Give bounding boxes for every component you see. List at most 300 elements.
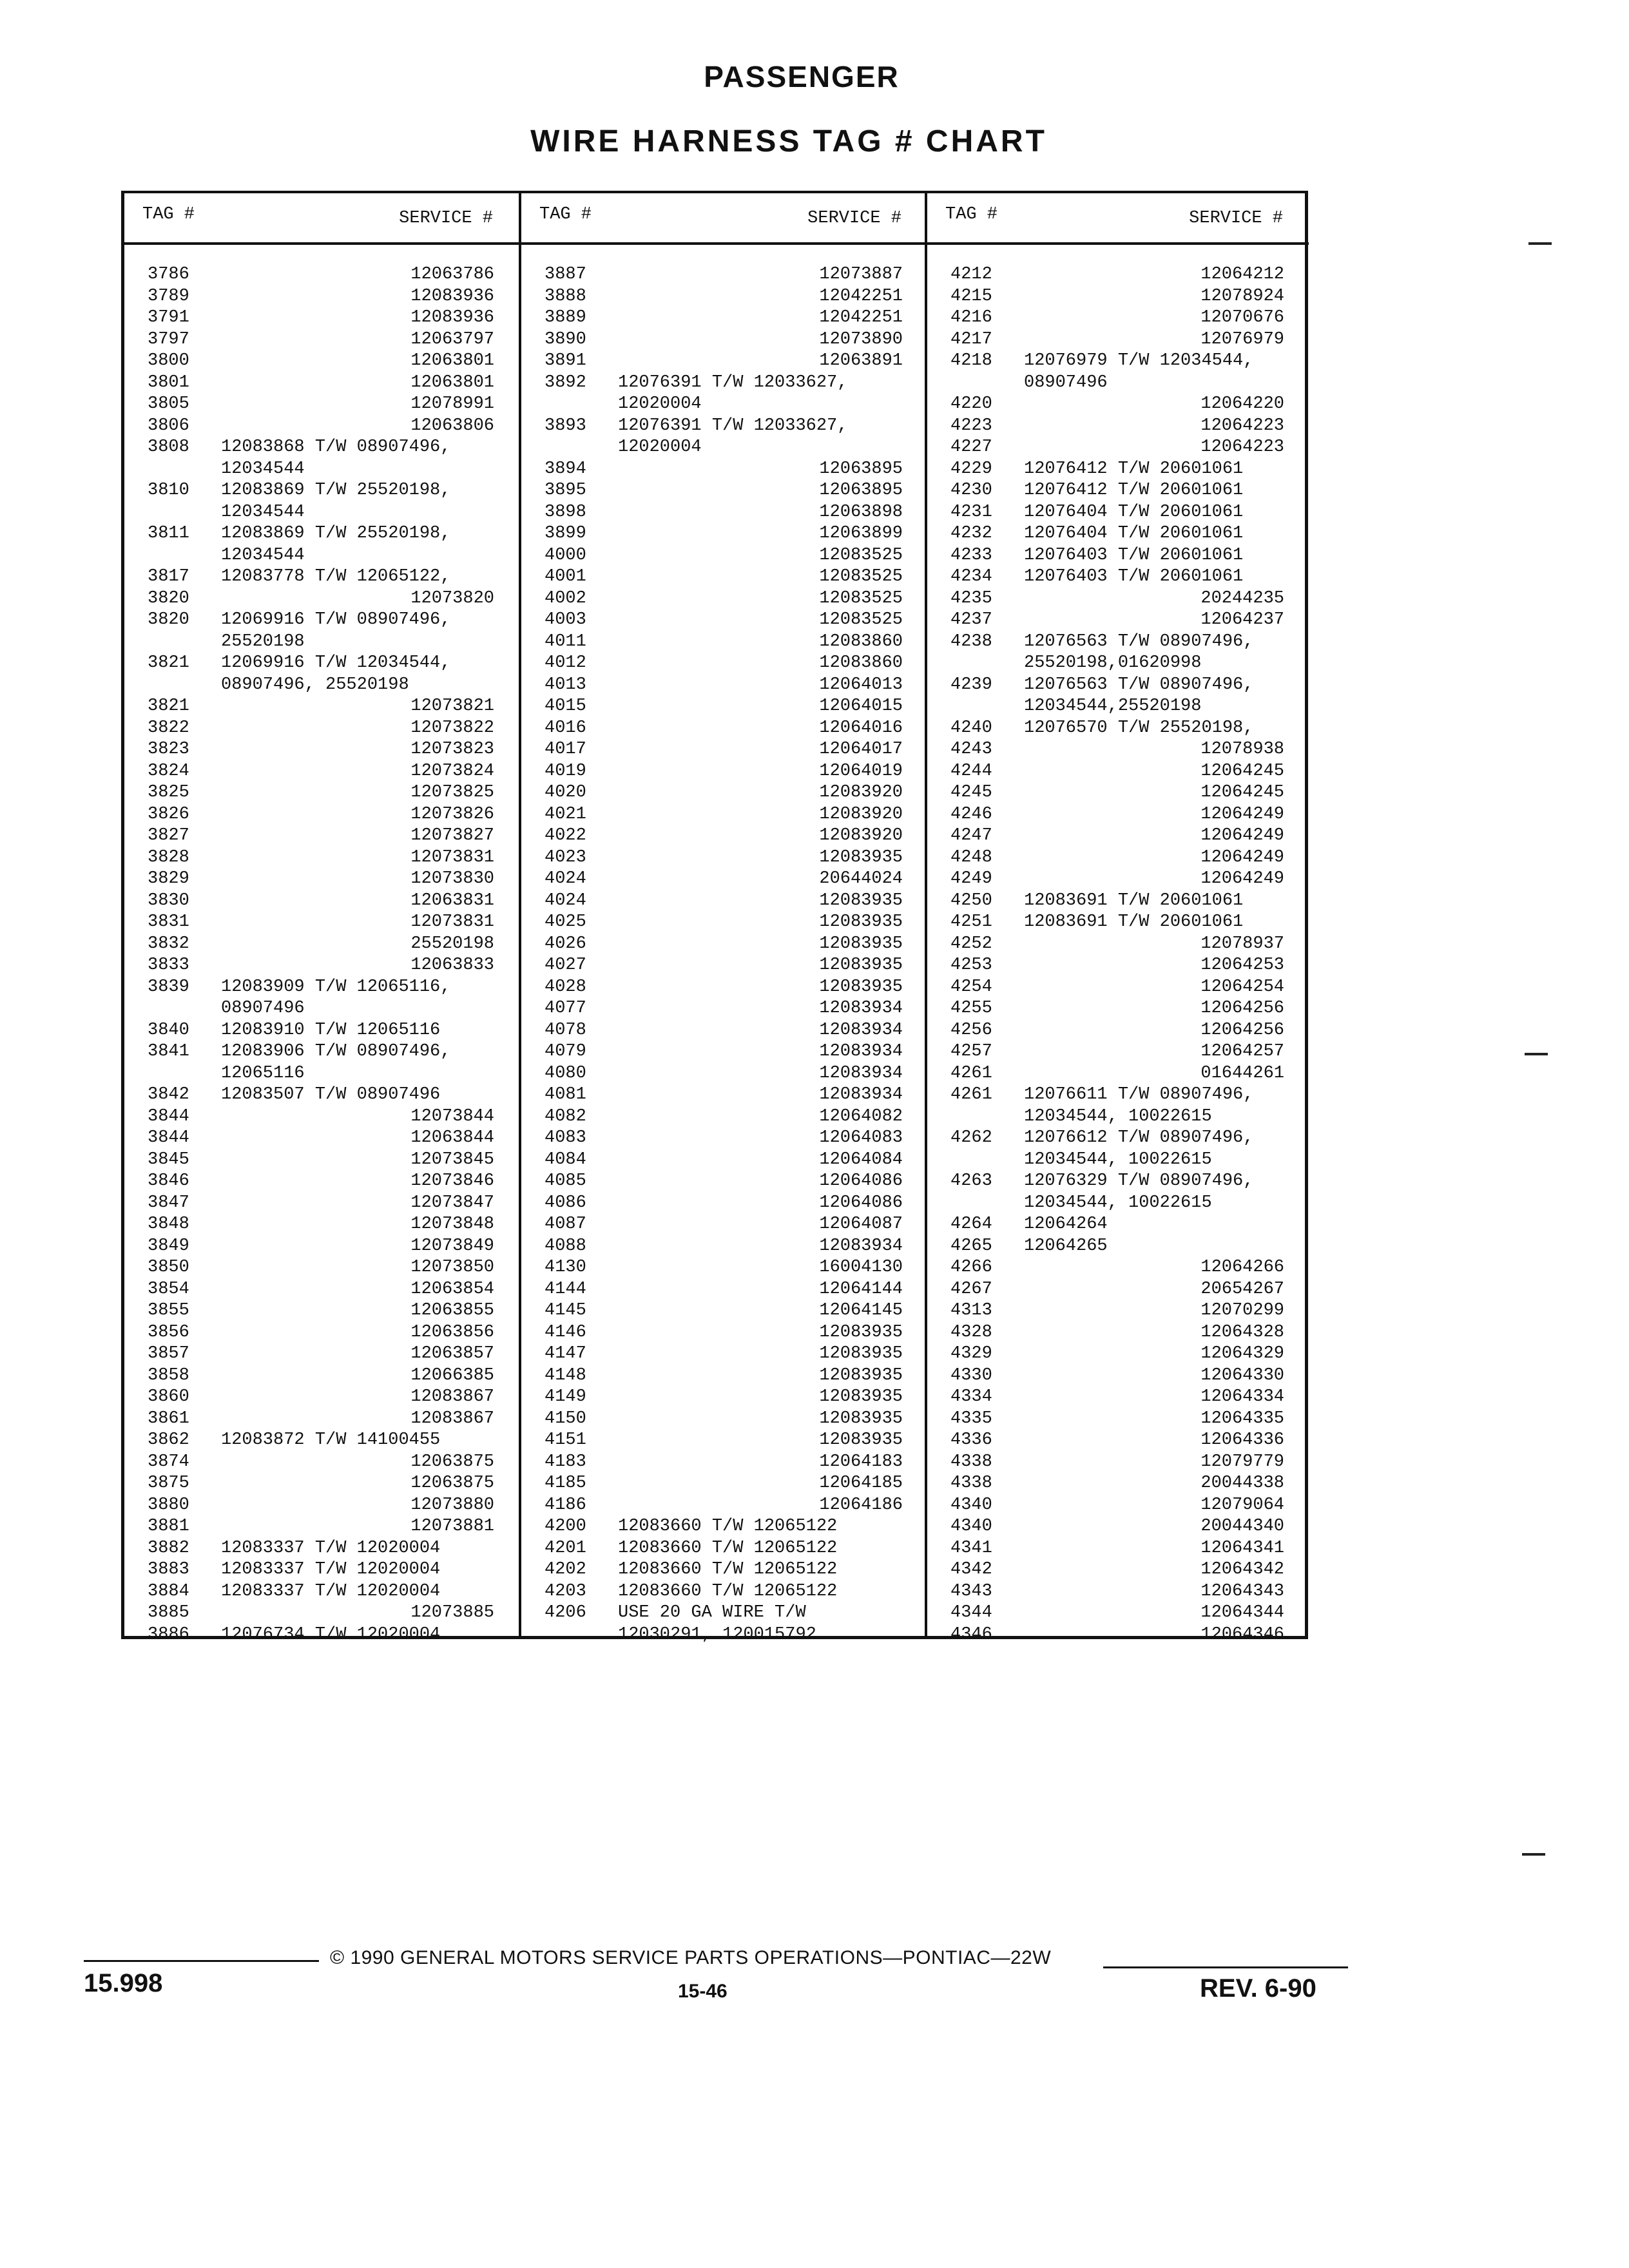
note-cell: 12076570 T/W 25520198, [1024, 718, 1254, 738]
tag-cell: 3849 [148, 1236, 189, 1256]
table-row [927, 1257, 1309, 1279]
tag-cell: 3821 [148, 653, 189, 673]
tag-cell: 3806 [148, 416, 189, 436]
table-row [521, 1193, 927, 1215]
tag-cell: 3840 [148, 1020, 189, 1040]
note-cell: 12083869 T/W 25520198, [221, 481, 451, 500]
service-cell: 12073887 [819, 265, 903, 284]
service-cell: 12064015 [819, 697, 903, 716]
tag-cell: 3830 [148, 890, 189, 910]
tag-cell: 3856 [148, 1322, 189, 1342]
tag-cell: 4078 [545, 1020, 586, 1040]
service-cell: 12083525 [819, 610, 903, 629]
table-row [927, 934, 1309, 956]
tag-cell: 3885 [148, 1603, 189, 1622]
table-row [124, 502, 519, 524]
table-row [927, 653, 1309, 675]
service-cell: 12064330 [1200, 1365, 1284, 1385]
tag-cell: 4261 [950, 1063, 992, 1083]
service-cell: 12073885 [410, 1603, 494, 1622]
note-cell: 12064265 [1024, 1236, 1108, 1256]
table-row [521, 394, 927, 416]
tag-cell: 4087 [545, 1215, 586, 1234]
service-cell: 12063895 [819, 459, 903, 479]
tag-cell: 4340 [950, 1495, 992, 1515]
table-row [124, 782, 519, 804]
service-cell: 12063891 [819, 351, 903, 370]
service-cell: 12073827 [410, 826, 494, 845]
tag-cell: 4240 [950, 718, 992, 738]
tag-cell: 3826 [148, 804, 189, 824]
service-cell: 12064145 [819, 1301, 903, 1320]
service-cell: 12083935 [819, 1322, 903, 1342]
table-row [927, 610, 1309, 631]
service-cell: 12083935 [819, 956, 903, 975]
service-cell: 12073821 [410, 697, 494, 716]
service-cell: 12083935 [819, 934, 903, 954]
tag-header: TAG # [539, 205, 592, 224]
table-row [521, 653, 927, 675]
tag-cell: 4329 [950, 1344, 992, 1363]
table-row [521, 1624, 927, 1646]
table-row [927, 1624, 1309, 1646]
tag-cell: 4086 [545, 1193, 586, 1213]
service-cell: 12063833 [410, 956, 494, 975]
tag-cell: 3881 [148, 1517, 189, 1536]
table-row [124, 1602, 519, 1624]
table-row [124, 675, 519, 697]
service-cell: 12064223 [1200, 437, 1284, 457]
service-cell: 12083867 [410, 1387, 494, 1407]
service-cell: 12063856 [410, 1322, 494, 1342]
note-cell: 12030291, 120015792 [618, 1624, 816, 1644]
service-cell: 12064084 [819, 1149, 903, 1169]
service-cell: 12073826 [410, 804, 494, 824]
table-row [521, 631, 927, 653]
tag-cell: 3841 [148, 1042, 189, 1061]
tag-cell: 3861 [148, 1408, 189, 1428]
note-cell: 12083778 T/W 12065122, [221, 567, 451, 586]
service-cell: 12063895 [819, 481, 903, 500]
tag-cell: 4330 [950, 1365, 992, 1385]
tag-cell: 3884 [148, 1581, 189, 1601]
note-cell: 12076734 T/W 12020004 [221, 1624, 441, 1644]
tag-cell: 4079 [545, 1042, 586, 1061]
table-row [927, 1473, 1309, 1495]
table-row [124, 869, 519, 890]
tag-cell: 3888 [545, 286, 586, 306]
service-cell: 12083935 [819, 1408, 903, 1428]
table-row [124, 1128, 519, 1149]
table-row [124, 1236, 519, 1258]
table-row [521, 1538, 927, 1560]
tag-cell: 4015 [545, 697, 586, 716]
table-row [521, 1516, 927, 1538]
table-row [927, 1430, 1309, 1452]
table-row [927, 782, 1309, 804]
tag-cell: 3844 [148, 1128, 189, 1148]
tag-cell: 4200 [545, 1517, 586, 1536]
tag-cell: 4264 [950, 1215, 992, 1234]
tag-cell: 4011 [545, 631, 586, 651]
note-cell: USE 20 GA WIRE T/W [618, 1603, 806, 1622]
note-cell: 12076979 T/W 12034544, [1024, 351, 1254, 370]
table-row [927, 1408, 1309, 1430]
table-row [521, 1236, 927, 1258]
table-row [521, 890, 927, 912]
service-cell: 12064256 [1200, 1020, 1284, 1040]
tag-cell: 3862 [148, 1430, 189, 1450]
tag-cell: 4003 [545, 610, 586, 629]
tag-cell: 4250 [950, 890, 992, 910]
table-row [927, 675, 1309, 697]
note-cell: 25520198 [221, 631, 305, 651]
table-row [927, 1387, 1309, 1408]
table-row [521, 307, 927, 329]
service-cell: 12064342 [1200, 1560, 1284, 1579]
table-row [124, 1365, 519, 1387]
table-row [124, 1193, 519, 1215]
tag-cell: 3832 [148, 934, 189, 954]
table-row [521, 998, 927, 1020]
table-row [521, 566, 927, 588]
table-row [521, 1343, 927, 1365]
table-column-2 [519, 193, 927, 1644]
tag-cell: 4342 [950, 1560, 992, 1579]
service-cell: 12083934 [819, 999, 903, 1018]
service-cell: 12073847 [410, 1193, 494, 1213]
tag-cell: 4026 [545, 934, 586, 954]
note-cell: 12083691 T/W 20601061 [1024, 890, 1244, 910]
service-cell: 12064237 [1200, 610, 1284, 629]
table-row [927, 1063, 1309, 1085]
table-row [927, 372, 1309, 394]
table-row [124, 1473, 519, 1495]
service-cell: 12073824 [410, 761, 494, 781]
service-cell: 12078991 [410, 394, 494, 414]
table-row [124, 739, 519, 761]
table-row [124, 1387, 519, 1408]
tag-cell: 3786 [148, 265, 189, 284]
table-row [124, 610, 519, 631]
service-cell: 12064212 [1200, 265, 1284, 284]
table-row [927, 1193, 1309, 1215]
tag-cell: 4238 [950, 631, 992, 651]
table-row [521, 1149, 927, 1171]
footer-rule [1103, 1966, 1348, 1968]
tag-cell: 4150 [545, 1408, 586, 1428]
tag-cell: 4081 [545, 1085, 586, 1104]
service-cell: 12083920 [819, 804, 903, 824]
table-row [521, 1063, 927, 1085]
note-cell: 12034544 [221, 545, 305, 565]
tag-cell: 4085 [545, 1171, 586, 1191]
column-header [927, 193, 1309, 245]
table-row [927, 394, 1309, 416]
table-row [124, 977, 519, 999]
tag-cell: 4340 [950, 1517, 992, 1536]
table-row [521, 502, 927, 524]
tag-cell: 4024 [545, 890, 586, 910]
service-cell: 12064254 [1200, 977, 1284, 997]
tag-cell: 3880 [148, 1495, 189, 1515]
table-row [124, 264, 519, 286]
table-row [521, 1452, 927, 1474]
table-row [124, 1063, 519, 1085]
table-row [521, 459, 927, 481]
service-cell: 01644261 [1200, 1063, 1284, 1083]
table-row [927, 1300, 1309, 1322]
tag-cell: 3808 [148, 437, 189, 457]
note-cell: 12065116 [221, 1063, 305, 1083]
tag-cell: 4212 [950, 265, 992, 284]
tag-header: TAG # [142, 205, 195, 224]
tag-cell: 3839 [148, 977, 189, 997]
service-cell: 12063797 [410, 329, 494, 349]
service-cell: 12083935 [819, 912, 903, 932]
tag-cell: 4186 [545, 1495, 586, 1515]
table-row [927, 1106, 1309, 1128]
tag-cell: 4012 [545, 653, 586, 673]
table-row [124, 480, 519, 502]
column-header [124, 193, 519, 245]
tag-cell: 3847 [148, 1193, 189, 1213]
service-cell: 16004130 [819, 1258, 903, 1277]
table-row [927, 1559, 1309, 1581]
service-cell: 12073850 [410, 1258, 494, 1277]
note-cell: 08907496 [1024, 372, 1108, 392]
table-row [124, 1300, 519, 1322]
tag-cell: 4243 [950, 740, 992, 759]
edge-mark [1525, 1053, 1548, 1055]
tag-cell: 4146 [545, 1322, 586, 1342]
tag-cell: 3874 [148, 1452, 189, 1472]
column-body [124, 264, 519, 1646]
table-row [124, 998, 519, 1020]
tag-cell: 3891 [545, 351, 586, 370]
service-cell: 12083525 [819, 567, 903, 586]
tag-cell: 4234 [950, 567, 992, 586]
table-row [521, 761, 927, 783]
service-header: SERVICE # [807, 209, 901, 228]
service-cell: 12083525 [819, 545, 903, 565]
table-row [124, 631, 519, 653]
tag-cell: 3892 [545, 372, 586, 392]
note-cell: 12083910 T/W 12065116 [221, 1020, 441, 1040]
table-row [927, 1279, 1309, 1301]
table-row [124, 1041, 519, 1063]
service-cell: 12083934 [819, 1085, 903, 1104]
service-cell: 12064185 [819, 1474, 903, 1493]
service-cell: 12073831 [410, 847, 494, 867]
table-row [521, 869, 927, 890]
table-row [521, 329, 927, 351]
revision-label: REV. 6-90 [1200, 1974, 1316, 2003]
note-cell: 12020004 [618, 437, 702, 457]
tag-cell: 3805 [148, 394, 189, 414]
table-row [927, 1581, 1309, 1603]
service-cell: 12063857 [410, 1344, 494, 1363]
table-row [124, 1020, 519, 1042]
tag-cell: 3833 [148, 956, 189, 975]
service-cell: 12064083 [819, 1128, 903, 1148]
table-row [521, 739, 927, 761]
service-cell: 12083934 [819, 1236, 903, 1256]
tag-cell: 4149 [545, 1387, 586, 1407]
table-row [927, 588, 1309, 610]
tag-cell: 4232 [950, 524, 992, 543]
tag-cell: 4082 [545, 1106, 586, 1126]
table-row [521, 480, 927, 502]
table-row [927, 761, 1309, 783]
note-cell: 12083869 T/W 25520198, [221, 524, 451, 543]
tag-header: TAG # [945, 205, 998, 224]
table-row [124, 437, 519, 459]
table-row [124, 588, 519, 610]
tag-cell: 3850 [148, 1258, 189, 1277]
service-cell: 12063855 [410, 1301, 494, 1320]
service-cell: 12073881 [410, 1517, 494, 1536]
table-row [927, 1128, 1309, 1149]
service-cell: 12064087 [819, 1215, 903, 1234]
table-row [521, 610, 927, 631]
tag-cell: 3857 [148, 1344, 189, 1363]
table-row [124, 307, 519, 329]
note-cell: 12064264 [1024, 1215, 1108, 1234]
table-row [927, 977, 1309, 999]
tag-cell: 4017 [545, 740, 586, 759]
table-row [124, 1171, 519, 1193]
tag-cell: 4185 [545, 1474, 586, 1493]
tag-cell: 4000 [545, 545, 586, 565]
service-cell: 12083936 [410, 286, 494, 306]
table-row [124, 1624, 519, 1646]
service-cell: 12064223 [1200, 416, 1284, 436]
tag-cell: 4025 [545, 912, 586, 932]
tag-cell: 4328 [950, 1322, 992, 1342]
note-cell: 12076403 T/W 20601061 [1024, 545, 1244, 565]
service-cell: 12073831 [410, 912, 494, 932]
service-cell: 12063854 [410, 1279, 494, 1299]
note-cell: 25520198,01620998 [1024, 653, 1202, 673]
table-row [927, 825, 1309, 847]
tag-cell: 3831 [148, 912, 189, 932]
tag-cell: 4239 [950, 675, 992, 695]
service-cell: 12063806 [410, 416, 494, 436]
table-row [124, 653, 519, 675]
tag-cell: 4227 [950, 437, 992, 457]
table-row [124, 1084, 519, 1106]
service-cell: 12083934 [819, 1020, 903, 1040]
table-row [927, 351, 1309, 372]
tag-cell: 4248 [950, 847, 992, 867]
tag-cell: 4088 [545, 1236, 586, 1256]
tag-cell: 3854 [148, 1279, 189, 1299]
tag-cell: 4217 [950, 329, 992, 349]
table-row [927, 631, 1309, 653]
tag-cell: 3894 [545, 459, 586, 479]
table-row [521, 545, 927, 567]
table-row [927, 1149, 1309, 1171]
note-cell: 12076404 T/W 20601061 [1024, 524, 1244, 543]
table-row [521, 1581, 927, 1603]
service-cell: 12064334 [1200, 1387, 1284, 1407]
service-cell: 12063786 [410, 265, 494, 284]
tag-cell: 3817 [148, 567, 189, 586]
service-cell: 12083936 [410, 308, 494, 327]
table-row [124, 847, 519, 869]
tag-cell: 3855 [148, 1301, 189, 1320]
tag-cell: 3821 [148, 697, 189, 716]
service-cell: 12063801 [410, 372, 494, 392]
tag-cell: 3820 [148, 610, 189, 629]
table-row [521, 286, 927, 308]
tag-cell: 4203 [545, 1581, 586, 1601]
table-row [124, 1149, 519, 1171]
table-row [927, 1020, 1309, 1042]
tag-cell: 4002 [545, 588, 586, 608]
service-cell: 12064086 [819, 1193, 903, 1213]
service-cell: 12064341 [1200, 1538, 1284, 1558]
service-cell: 20044338 [1200, 1474, 1284, 1493]
tag-cell: 3824 [148, 761, 189, 781]
tag-cell: 4201 [545, 1538, 586, 1558]
table-row [927, 1452, 1309, 1474]
tag-cell: 4255 [950, 999, 992, 1018]
table-row [521, 977, 927, 999]
table-row [927, 1516, 1309, 1538]
note-cell: 12076329 T/W 08907496, [1024, 1171, 1254, 1191]
table-row [521, 264, 927, 286]
table-row [927, 329, 1309, 351]
table-row [521, 523, 927, 545]
table-row [927, 1343, 1309, 1365]
tag-cell: 3846 [148, 1171, 189, 1191]
note-cell: 12076612 T/W 08907496, [1024, 1128, 1254, 1148]
table-row [124, 1538, 519, 1560]
service-cell: 12070299 [1200, 1301, 1284, 1320]
service-cell: 12063899 [819, 524, 903, 543]
note-cell: 12076391 T/W 12033627, [618, 416, 848, 436]
tag-cell: 3882 [148, 1538, 189, 1558]
tag-cell: 3829 [148, 869, 189, 889]
tag-cell: 4253 [950, 956, 992, 975]
table-row [521, 416, 927, 437]
service-cell: 12083920 [819, 826, 903, 845]
tag-cell: 4267 [950, 1279, 992, 1299]
tag-cell: 3828 [148, 847, 189, 867]
table-row [927, 416, 1309, 437]
table-row [521, 696, 927, 718]
table-row [521, 1408, 927, 1430]
service-cell: 12063801 [410, 351, 494, 370]
service-cell: 12073822 [410, 718, 494, 738]
note-cell: 12034544, 10022615 [1024, 1106, 1212, 1126]
note-cell: 12083337 T/W 12020004 [221, 1560, 441, 1579]
table-row [521, 1559, 927, 1581]
tag-cell: 3899 [545, 524, 586, 543]
service-cell: 12083860 [819, 653, 903, 673]
tag-cell: 3810 [148, 481, 189, 500]
chart-title: WIRE HARNESS TAG # CHART [530, 124, 1047, 159]
service-cell: 12064343 [1200, 1581, 1284, 1601]
tag-cell: 4262 [950, 1128, 992, 1148]
service-cell: 12064256 [1200, 999, 1284, 1018]
tag-cell: 4245 [950, 783, 992, 802]
note-cell: 12034544 [221, 502, 305, 522]
tag-cell: 3801 [148, 372, 189, 392]
table-row [124, 1495, 519, 1517]
